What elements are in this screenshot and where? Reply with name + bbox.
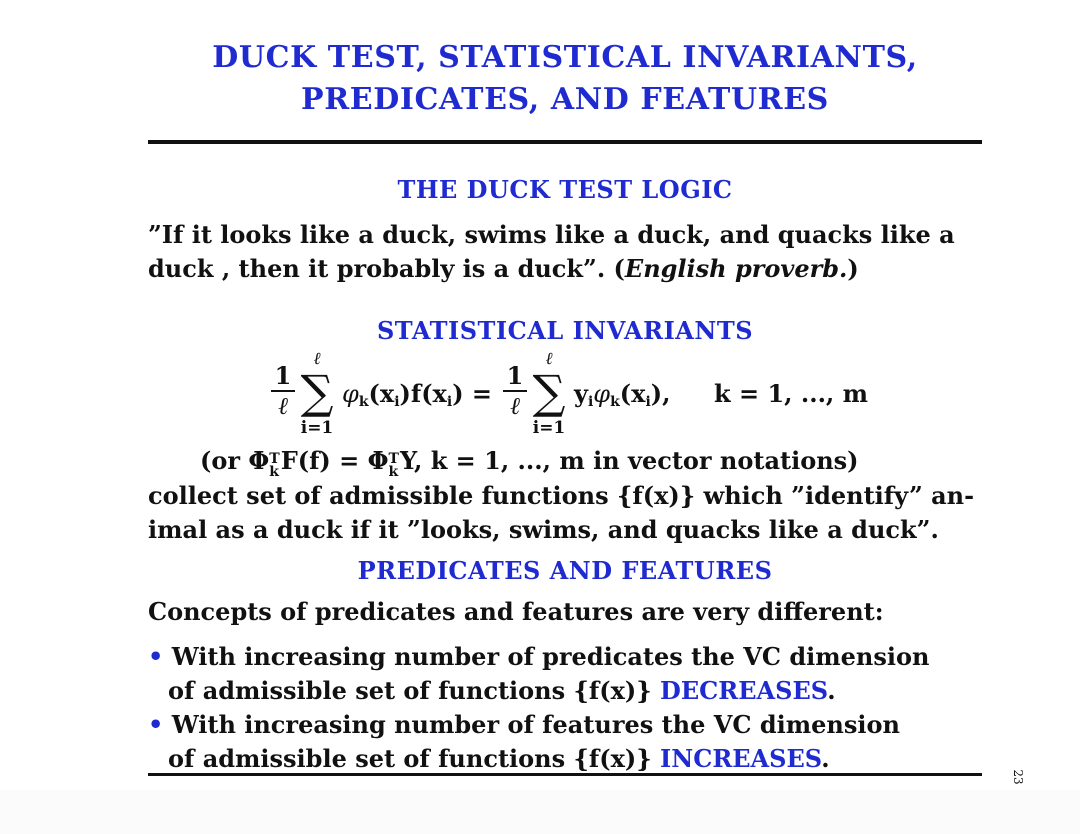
duck-test-quote-line-2 <box>148 252 982 286</box>
invariant-equation <box>0 350 1080 446</box>
slide-title-line-1: DUCK TEST, STATISTICAL INVARIANTS, <box>212 40 918 75</box>
vector-line-end: Y, k = 1, ..., m in vector notations) <box>399 446 859 475</box>
left-fraction-denominator: ℓ <box>278 392 288 420</box>
proverb-attribution: English proverb. <box>624 254 848 283</box>
right-sum-symbol: ∑ <box>532 365 566 419</box>
bottom-margin <box>0 790 1080 834</box>
bullet-1-text: With increasing number of predicates the VC dimension <box>171 642 930 671</box>
duck-test-heading: THE DUCK TEST LOGIC <box>397 175 733 204</box>
right-summand: $y_i\varphi_k(x_i)$, <box>574 379 671 410</box>
right-fraction-denominator: ℓ <box>510 392 520 420</box>
equals-sign: = <box>471 379 493 408</box>
phi-symbol-right: φ <box>593 380 611 408</box>
bullet-1-text-2: of admissible set of functions {f(x)} <box>168 676 661 705</box>
top-rule <box>148 140 982 144</box>
predicates-heading: PREDICATES AND FEATURES <box>357 556 773 585</box>
right-sum-upper-limit: ℓ <box>545 349 553 369</box>
bullet-list <box>148 640 929 776</box>
index-range: k = 1, ..., m <box>714 379 869 408</box>
left-summation <box>294 350 340 440</box>
left-summand: $\varphi_k(x_i)f(x_i)$ = <box>342 379 493 410</box>
increases-keyword: INCREASES <box>660 744 822 773</box>
invariants-heading: STATISTICAL INVARIANTS <box>376 316 754 345</box>
slide-title-line-2: PREDICATES, AND FEATURES <box>301 82 829 117</box>
bullet-2-text-2: of admissible set of functions {f(x)} <box>168 744 661 773</box>
collect-line-1: collect set of admissible functions {f(x)} which ”identify” an- <box>148 481 975 510</box>
vector-line-middle: F(f) = Φ <box>280 446 389 475</box>
duck-test-quote-text: duck , then it probably is a duck”. ( <box>148 254 625 283</box>
left-sum-lower-limit: i=1 <box>300 418 334 438</box>
bullet-2-line-1 <box>148 708 929 742</box>
right-sum-lower-limit: i=1 <box>532 418 566 438</box>
predicates-intro: Concepts of predicates and features are very different: <box>148 597 884 626</box>
left-sum-upper-limit: ℓ <box>313 349 321 369</box>
right-fraction <box>502 362 528 420</box>
bottom-rule <box>148 773 982 776</box>
phi-transpose-index-2: T k <box>388 451 399 480</box>
duck-test-quote-line-1: ”If it looks like a duck, swims like a duck, and quacks like a <box>148 220 955 249</box>
bullet-1-line-1 <box>148 640 929 674</box>
bullet-2-text: With increasing number of features the VC dimension <box>171 710 900 739</box>
bullet-1-period: . <box>827 676 836 705</box>
right-summation <box>526 350 572 440</box>
bullet-2-marker: • <box>148 710 164 739</box>
vector-notation-line <box>200 446 859 479</box>
left-sum-symbol: ∑ <box>300 365 334 419</box>
page-number: 23 <box>1011 769 1025 785</box>
phi-symbol: φ <box>342 380 359 408</box>
bullet-2-line-2 <box>148 742 929 776</box>
y-symbol: y <box>574 379 588 408</box>
left-fraction <box>270 362 296 420</box>
bullet-2-period: . <box>821 744 830 773</box>
vector-line-open: (or Φ <box>200 446 270 475</box>
phi-transpose-index: T k <box>269 451 280 480</box>
left-fraction-numerator: 1 <box>274 361 292 390</box>
bullet-1-line-2 <box>148 674 929 708</box>
collect-line-2: imal as a duck if it ”looks, swims, and quacks like a duck”. <box>148 515 939 544</box>
right-fraction-numerator: 1 <box>506 361 524 390</box>
bullet-1-marker: • <box>148 642 164 671</box>
decreases-keyword: DECREASES <box>660 676 828 705</box>
closing-paren: ) <box>847 254 859 283</box>
